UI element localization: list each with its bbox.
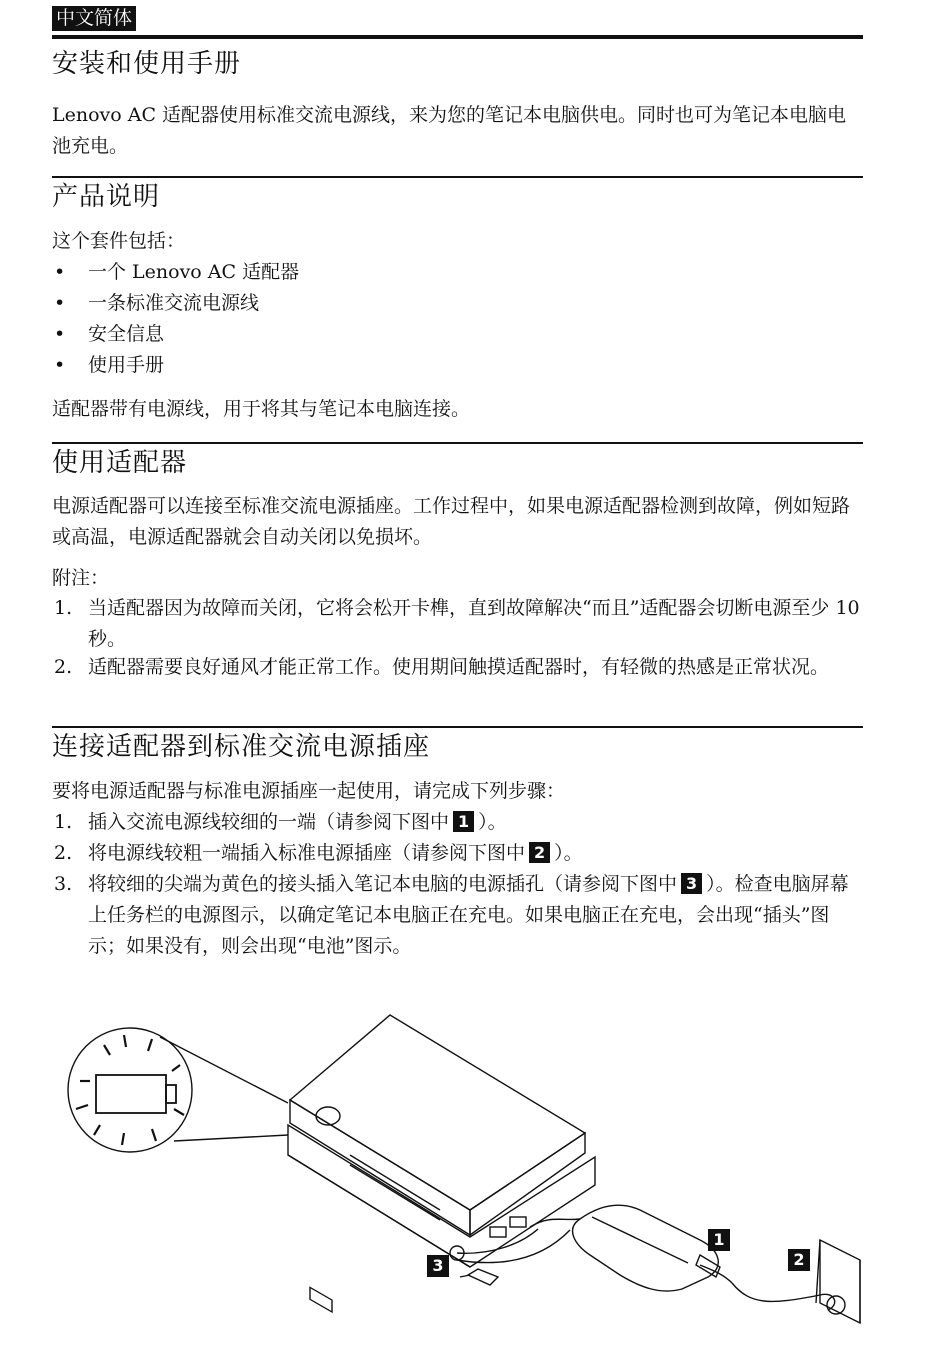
section-rule-connect (52, 726, 863, 728)
step-text: 将电源线较粗一端插入标准电源插座（请参阅下图中 2 ）。 (88, 842, 583, 864)
bullet: • (54, 261, 66, 283)
connect-intro: 要将电源适配器与标准电源插座一起使用，请完成下列步骤： (52, 780, 566, 802)
note-text: 适配器需要良好通风才能正常工作。使用期间触摸适配器时，有轻微的热感是正常状况。 (88, 656, 830, 678)
step-number: 1. (54, 811, 73, 833)
list-item-text: 一条标准交流电源线 (88, 292, 260, 314)
section-heading-usage: 使用适配器 (52, 448, 188, 478)
battery-icon (96, 1075, 166, 1113)
notes-label: 附注： (52, 567, 110, 589)
section-heading-connect: 连接适配器到标准交流电源插座 (52, 732, 431, 762)
connection-illustration (60, 1005, 870, 1335)
callout-badge: 2 (529, 842, 550, 863)
callout-badge: 3 (681, 873, 702, 894)
section-rule-product (52, 176, 863, 178)
bullet: • (54, 354, 66, 376)
section-rule-usage (52, 442, 863, 444)
kit-intro: 这个套件包括： (52, 230, 186, 252)
language-tag: 中文简体 (52, 6, 136, 31)
list-item-text: 一个 Lenovo AC 适配器 (88, 261, 300, 283)
page-title: 安装和使用手册 (52, 49, 242, 79)
note-number: 1. (54, 597, 73, 619)
header-rule (52, 35, 863, 39)
step-number: 2. (54, 842, 73, 864)
laptop-adapter-drawing (60, 1005, 870, 1335)
laptop-lid (290, 1015, 585, 1210)
note-text: 当适配器因为故障而关闭，它将会松开卡榫，直到故障解决“而且”适配器会切断电源至少 10 秒。 (88, 597, 860, 650)
product-note: 适配器带有电源线，用于将其与笔记本电脑连接。 (52, 398, 471, 420)
laptop-base (288, 1125, 595, 1267)
note-number: 2. (54, 656, 73, 678)
figure-callout-1: 1 (708, 1229, 730, 1251)
figure-callout-2: 2 (788, 1249, 810, 1271)
figure-callout-3: 3 (427, 1255, 449, 1277)
list-item-text: 使用手册 (88, 354, 165, 376)
step-text: 将较细的尖端为黄色的接头插入笔记本电脑的电源插孔（请参阅下图中 3 ）。检查电脑屏幕上任务栏的电源图示，以确定笔记本电脑正在充电。如果电脑正在充电，会出现“插头”图示；如果没有，则会出现“电池”图示。 (88, 873, 849, 957)
bullet: • (54, 323, 66, 345)
step-text: 插入交流电源线较细的一端（请参阅下图中 1 ）。 (88, 811, 507, 833)
laptop-plug (468, 1269, 498, 1285)
wall-outlet (820, 1240, 860, 1323)
bullet: • (54, 292, 66, 314)
ac-cord (732, 1283, 835, 1310)
intro-paragraph: Lenovo AC 适配器使用标准交流电源线，来为您的笔记本电脑供电。同时也可为笔记本电脑电池充电。 (52, 104, 847, 157)
battery-magnifier (68, 1028, 192, 1152)
callout-badge: 1 (453, 811, 474, 832)
step-number: 3. (54, 873, 73, 895)
usage-paragraph: 电源适配器可以连接至标准交流电源插座。工作过程中，如果电源适配器检测到故障，例如短路或高温，电源适配器就会自动关闭以免损坏。 (52, 495, 851, 548)
list-item-text: 安全信息 (88, 323, 165, 345)
section-heading-product: 产品说明 (52, 182, 161, 212)
